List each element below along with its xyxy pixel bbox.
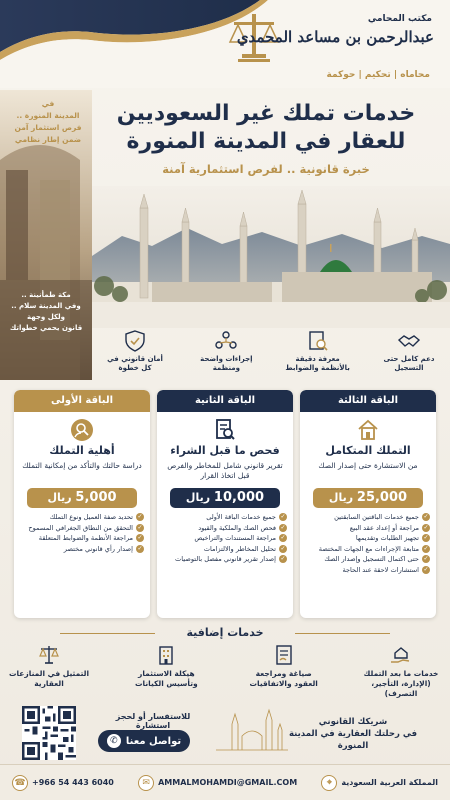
contact-button-label: تواصل معنا — [125, 735, 182, 747]
building-icon — [154, 644, 178, 666]
package-features — [306, 512, 430, 575]
partner-tagline — [278, 716, 428, 752]
price-value: 25,000 — [356, 490, 408, 505]
feature-text: إجراءات واضحة ومنظمة — [200, 355, 253, 372]
package-price — [170, 488, 280, 508]
check-icon: ✓ — [137, 544, 143, 552]
list-item — [163, 533, 287, 544]
logo — [180, 8, 440, 84]
feature-item — [102, 330, 168, 388]
left-bottom-text — [6, 290, 86, 334]
list-item — [163, 544, 287, 555]
left-top-line: فرص استثمار آمن — [14, 123, 82, 132]
package-name: أهلية التملك — [49, 444, 115, 457]
list-item — [306, 523, 430, 534]
package-header: الباقة الثالثة — [300, 390, 436, 412]
shield-check-icon — [123, 330, 147, 352]
check-icon: ✓ — [423, 544, 429, 552]
list-item — [306, 512, 430, 523]
page-subtitle: خبرة قانونية .. لفرص استثمارية آمنة — [162, 162, 370, 176]
list-item — [163, 523, 287, 534]
check-icon: ✓ — [137, 534, 143, 541]
list-item-text: استشارات لاحقة عند الحاجة — [342, 565, 419, 574]
list-item — [20, 512, 144, 523]
location-pin-icon: ⌖ — [321, 775, 337, 791]
whatsapp-icon: ✆ — [107, 734, 121, 748]
package-header: الباقة الثانية — [157, 390, 293, 412]
lawyer-name: عبدالرحمن بن مساعد المحمدي — [236, 28, 434, 46]
check-icon: ✓ — [280, 555, 286, 562]
office-services: محاماه | تحكيم | حوكمة — [326, 70, 430, 80]
extra-service — [243, 644, 325, 700]
partner-line-2: في رحلتك العقارية في المدينة المنورة — [288, 729, 418, 751]
list-item-text: مراجعة المستندات والتراخيص — [194, 534, 276, 542]
footer-phone[interactable] — [12, 775, 114, 791]
contact-note: للاستفسار أو لحجز استشارة — [115, 712, 191, 730]
left-top-line: في — [41, 99, 55, 108]
title-line-2: للعقار في المدينة المنورة — [126, 129, 406, 154]
left-bottom-line: مكة طمأنينة .. — [21, 291, 71, 299]
qr-code[interactable] — [22, 706, 76, 760]
check-icon: ✓ — [423, 565, 429, 573]
footer-location — [321, 775, 438, 791]
extra-text: التمثيل في المنازعات العقارية — [8, 669, 90, 688]
check-icon: ✓ — [280, 513, 286, 520]
feature-item — [193, 330, 259, 388]
contract-icon — [272, 644, 296, 666]
extra-text: هيكلة الاستثمار وتأسيس الكيانات — [134, 669, 198, 688]
feature-item — [376, 330, 442, 388]
document-search-icon — [213, 418, 237, 442]
package-features — [163, 512, 287, 565]
people-network-icon — [214, 330, 238, 352]
list-item-text: تحديد صفة العميل ونوع التملك — [49, 513, 133, 521]
list-item-text: إصدار رأي قانوني مختصر — [63, 544, 133, 553]
list-item-text: مراجعة الأنظمة والضوابط المتعلقة — [38, 534, 133, 542]
check-icon: ✓ — [423, 555, 429, 562]
features-row — [102, 330, 442, 388]
package-description: من الاستشارة حتى إصدار الصك — [318, 461, 418, 470]
location-text: المملكة العربية السعودية — [341, 778, 438, 787]
check-icon: ✓ — [137, 513, 143, 520]
list-item — [306, 554, 430, 565]
package-price — [313, 488, 423, 508]
list-item — [20, 533, 144, 544]
price-value: 5,000 — [75, 490, 117, 505]
left-bottom-line: وفي المدينة سلام .. — [11, 302, 81, 310]
price-currency: ريال — [328, 491, 354, 504]
list-item-text: جميع خدمات الباقتين السابقتين — [334, 513, 419, 521]
email-text: AMMALMOHAMDI@GMAIL.COM — [158, 778, 298, 787]
footer — [0, 764, 450, 800]
left-top-line: ضمن إطار نظامي — [14, 135, 82, 144]
extra-service — [125, 644, 207, 700]
list-item-text: متابعة الإجراءات مع الجهات المختصة — [318, 544, 419, 553]
left-top-text — [8, 98, 88, 146]
extra-text: خدمات ما بعد التملك (الإدارة، التأجير، التصرف) — [363, 669, 439, 698]
footer-email[interactable] — [138, 775, 297, 791]
scales-icon — [37, 644, 61, 666]
package-card-1[interactable] — [14, 390, 150, 618]
package-name: التملك المتكامل — [325, 444, 411, 457]
list-item-text: فحص الصك والملكية والقيود — [198, 523, 276, 532]
phone-text: +966 54 443 6040 — [32, 778, 114, 787]
check-icon: ✓ — [423, 534, 429, 541]
person-search-icon — [70, 418, 94, 442]
feature-item — [285, 330, 351, 388]
packages — [14, 390, 436, 620]
extra-service — [360, 644, 442, 700]
check-icon: ✓ — [280, 523, 286, 531]
price-currency: ريال — [185, 491, 211, 504]
house-hand-icon — [389, 644, 413, 666]
list-item-text: حتى اكتمال التسجيل وإصدار الصك — [324, 555, 419, 563]
email-icon: ✉ — [138, 775, 154, 791]
package-description: دراسة حالتك والتأكد من إمكانية التملك — [22, 461, 142, 470]
list-item — [20, 523, 144, 534]
feature-text: معرفة دقيقة بالأنظمة والضوابط — [285, 355, 350, 372]
left-bottom-line: قانون يحمي خطواتك — [9, 324, 83, 332]
price-currency: ريال — [47, 491, 72, 504]
feature-text: أمان قانوني في كل خطوة — [107, 355, 163, 372]
list-item-text: مراجعة أو إعداد عقد البيع — [349, 523, 419, 532]
package-card-2[interactable] — [157, 390, 293, 618]
check-icon: ✓ — [280, 544, 286, 552]
list-item — [306, 533, 430, 544]
list-item-text: تحليل المخاطر والالتزامات — [203, 544, 276, 553]
left-bottom-line: ولكل وجهة — [27, 313, 65, 321]
phone-icon: ☎ — [12, 775, 28, 791]
package-card-3[interactable] — [300, 390, 436, 618]
list-item-text: إصدار تقرير قانوني مفصل بالتوصيات — [175, 555, 276, 563]
list-item-text: جميع خدمات الباقة الأولى — [206, 513, 276, 521]
left-top-line: المدينة المنورة .. — [16, 111, 80, 120]
package-price — [27, 488, 137, 508]
page-title — [96, 100, 436, 156]
package-features — [20, 512, 144, 554]
extras-row — [8, 644, 442, 700]
contact-button[interactable] — [98, 730, 190, 752]
check-icon: ✓ — [280, 534, 286, 541]
check-icon: ✓ — [423, 513, 429, 520]
package-header: الباقة الأولى — [14, 390, 150, 412]
extra-service — [8, 644, 90, 700]
price-value: 10,000 — [213, 490, 265, 505]
list-item — [20, 544, 144, 555]
extras-title: خدمات إضافية — [186, 626, 264, 639]
check-icon: ✓ — [423, 523, 429, 531]
house-icon — [356, 418, 380, 442]
package-description: تقرير قانوني شامل للمخاطر والفرص قبل اتخاذ القرار — [167, 461, 283, 480]
feature-text: دعم كامل حتى التسجيل — [383, 355, 435, 372]
extra-text: صياغة ومراجعة العقود والاتفاقيات — [249, 669, 318, 688]
list-item-text: التحقق من النطاق الجغرافي المسموح — [28, 523, 133, 532]
package-name: فحص ما قبل الشراء — [170, 444, 280, 457]
check-icon: ✓ — [137, 523, 143, 531]
list-item — [163, 554, 287, 565]
list-item — [306, 565, 430, 576]
handshake-icon — [397, 330, 421, 352]
list-item-text: تجهيز الطلبات وتقديمها — [355, 534, 419, 542]
madinah-skyline-image — [92, 186, 450, 328]
office-label: مكتب المحامي — [367, 14, 432, 24]
list-item — [163, 512, 287, 523]
title-line-1: خدمات تملك غير السعوديين — [116, 101, 416, 126]
header — [0, 0, 450, 88]
list-item — [306, 544, 430, 555]
partner-line-1: شريكك القانوني — [318, 717, 388, 727]
document-search-icon — [306, 330, 330, 352]
